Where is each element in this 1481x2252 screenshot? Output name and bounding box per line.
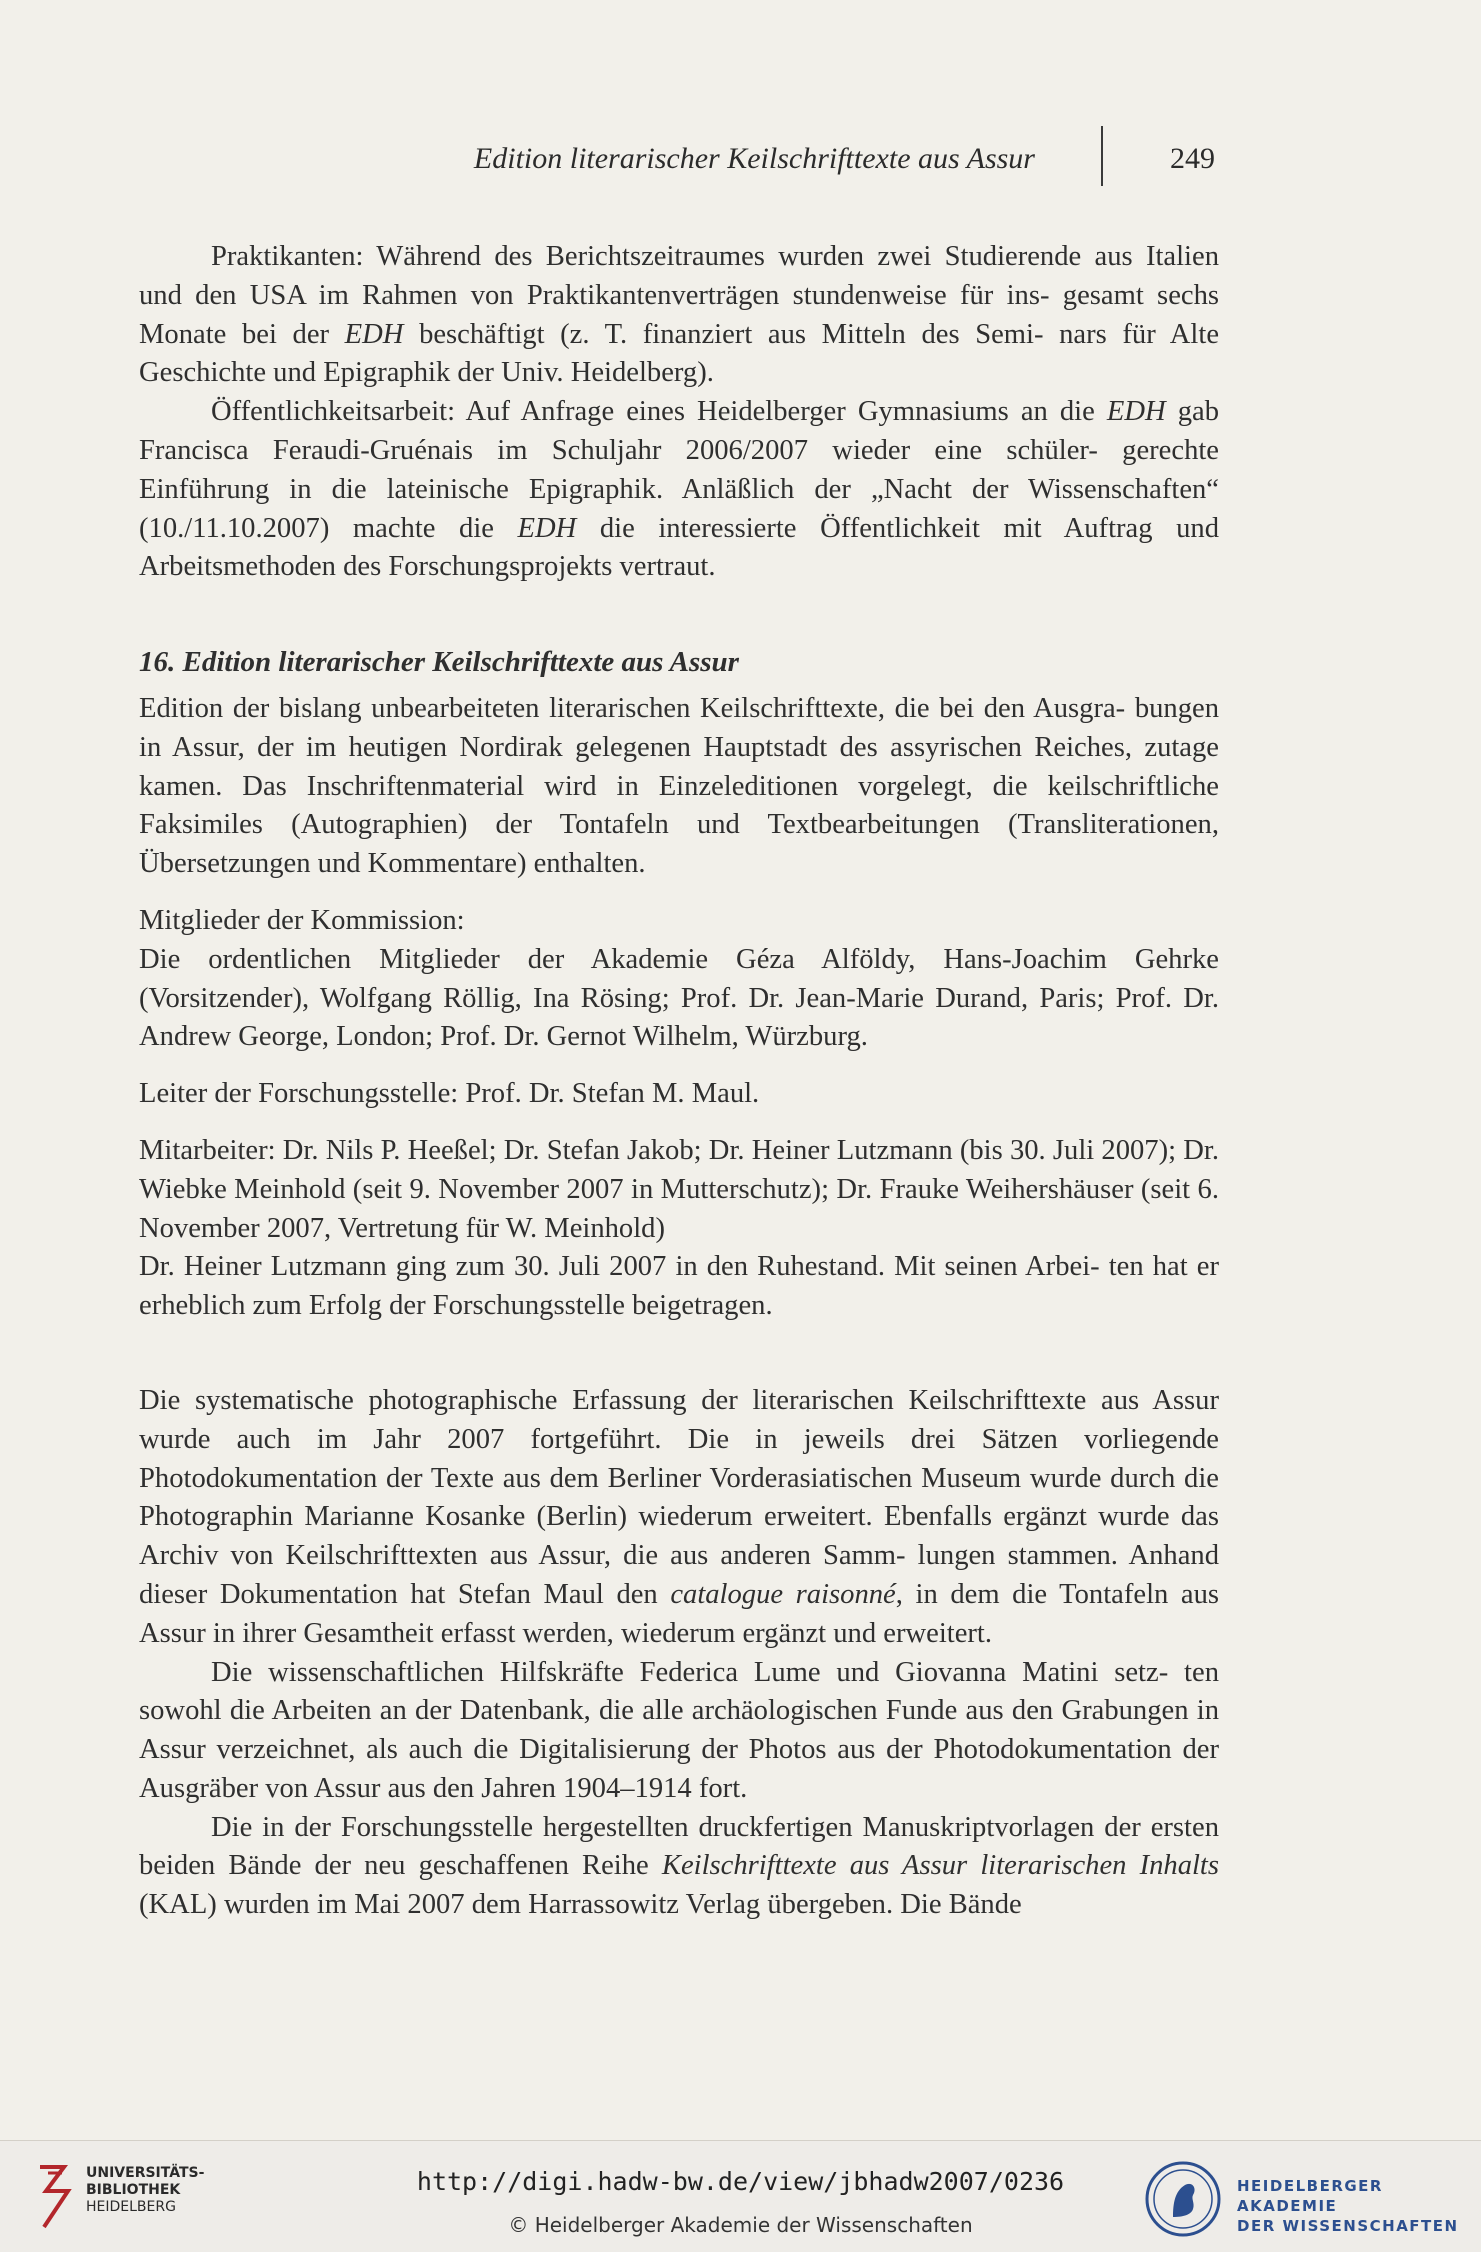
academy-line-2: DER WISSENSCHAFTEN <box>1237 2217 1459 2235</box>
paragraph-leader: Leiter der Forschungsstelle: Prof. Dr. Stefan M. Maul. <box>139 1078 760 1110</box>
text-run: gab Francisca Feraudi-Gruénais im Schuljahr 2006/2007 wieder eine schüler- gerechte Einführung in die lateinische Epigraphik. Anläßlich der „Nacht der Wissenschaften“ (10./11.10.2007) machte die <box>139 396 1219 544</box>
paragraph-retirement: Dr. Heiner Lutzmann ging zum 30. Juli 2007 in den Ruhestand. Mit seinen Arbei- ten hat er erheblich zum Erfolg der Forschungsstelle beigetragen. <box>139 1251 1219 1322</box>
text-run: Die systematische photographische Erfassung der literarischen Keilschrifttexte aus Assur wurde auch im Jahr 2007 fortgeführt. Die in jeweils drei Sätzen vorliegende Photodokumentation der Texte aus dem Berliner Vorderasiatischen Museum wurde durch die Photographin Marianne Kosanke (Berlin) wiederum erweitert. Ebenfalls ergänzt wurde das Archiv von Keilschrifttexten aus Assur, die aus anderen Samm- lungen stammen. Anhand dieser Dokumentation hat Stefan Maul den <box>139 1384 1219 1610</box>
text-run: Die in der Forschungsstelle hergestellten druckfertigen Manuskriptvorlagen der ersten beiden Bände der neu geschaffenen Reihe <box>139 1811 1219 1882</box>
emphasis: catalogue raisonné <box>670 1578 896 1610</box>
source-url-link[interactable]: http://digi.hadw-bw.de/view/jbhadw2007/0236 <box>416 2167 1065 2196</box>
copyright-notice: © Heidelberger Akademie der Wissenschaften <box>508 2213 973 2237</box>
footer-bar <box>0 2140 1481 2252</box>
body-text <box>139 238 1219 1925</box>
text-run: Öffentlichkeitsarbeit: Auf Anfrage eines Heidelberger Gymnasiums an die <box>211 396 1107 428</box>
members-label: Mitglieder der Kommission: <box>139 904 465 936</box>
emphasis: EDH <box>344 318 404 350</box>
academy-line-1: HEIDELBERGER AKADEMIE <box>1237 2177 1383 2215</box>
text-run: (KAL) wurden im Mai 2007 dem Harrassowitz Verlag übergeben. Die Bände <box>139 1889 1022 1921</box>
running-header <box>140 138 1215 178</box>
paragraph-oeffentlichkeitsarbeit <box>139 393 1219 587</box>
emphasis: EDH <box>517 512 577 544</box>
section-heading: 16. Edition literarischer Keilschrifttexte aus Assur <box>139 646 739 679</box>
library-line-1: UNIVERSITÄTS- <box>86 2165 205 2181</box>
paragraph-publication <box>139 1809 1219 1925</box>
text-run: die interessierte Öffentlichkeit mit Auftrag und Arbeitsmethoden des Forschungsprojekts vertraut. <box>139 512 1219 583</box>
running-title: Edition literarischer Keilschrifttexte aus Assur <box>473 142 1035 175</box>
header-divider <box>1101 126 1103 186</box>
academy-seal-icon <box>1143 2159 1223 2239</box>
academy-name <box>1237 2176 1481 2236</box>
paragraph-photography <box>139 1382 1219 1654</box>
paragraph-assistants: Die wissenschaftlichen Hilfskräfte Federica Lume und Giovanna Matini setz- ten sowohl die Arbeiten an der Datenbank, die alle archäologischen Funde aus den Grabungen in Assur verzeichnet, als auch die Digitalisierung der Photos aus der Photodokumentation der Ausgräber von Assur aus den Jahren 1904–1914 fort. <box>139 1656 1219 1804</box>
paragraph-members: Die ordentlichen Mitglieder der Akademie Géza Alföldy, Hans-Joachim Gehrke (Vorsitzender), Wolfgang Röllig, Ina Rösing; Prof. Dr. Jean-Marie Durand, Paris; Prof. Dr. Andrew George, London; Prof. Dr. Gernot Wilhelm, Würzburg. <box>139 943 1219 1053</box>
text-run: Praktikanten: Während des Berichtszeitraumes wurden zwei Studierende aus Italien und den USA im Rahmen von Praktikantenverträgen stundenweise für ins- gesamt sechs Monate bei der <box>139 241 1219 350</box>
text-run: , in dem die Tontafeln aus Assur in ihrer Gesamtheit erfasst werden, wiederum ergänzt und erweitert. <box>139 1578 1220 1649</box>
text-run: beschäftigt (z. T. finanziert aus Mitteln des Semi- nars für Alte Geschichte und Epigraphik der Univ. Heidelberg). <box>139 318 1220 389</box>
paragraph-praktikanten <box>139 238 1219 393</box>
paragraph-staff: Mitarbeiter: Dr. Nils P. Heeßel; Dr. Stefan Jakob; Dr. Heiner Lutzmann (bis 30. Juli 2007); Dr. Wiebke Meinhold (seit 9. November 2007 in Mutterschutz); Dr. Frauke Weihershäuser (seit 6. November 2007, Vertretung für W. Meinhold) <box>139 1134 1219 1244</box>
paragraph-intro: Edition der bislang unbearbeiteten literarischen Keilschrifttexte, die bei den Ausgra- bungen in Assur, der im heutigen Nordirak gelegenen Hauptstadt des assyrischen Reiches, zutage kamen. Das Inschriftenmaterial wird in Einzeleditionen vorgelegt, die keilschriftliche Faksimiles (Autographien) der Tontafeln und Textbearbeitungen (Transliterationen, Übersetzungen und Kommentare) enthalten. <box>139 692 1219 880</box>
page-number: 249 <box>1170 142 1215 175</box>
emphasis: EDH <box>1106 396 1166 428</box>
emphasis: Keilschrifttexte aus Assur literarischen Inhalts <box>661 1850 1220 1882</box>
library-line-2: BIBLIOTHEK <box>86 2182 181 2198</box>
library-line-3: HEIDELBERG <box>86 2199 176 2215</box>
